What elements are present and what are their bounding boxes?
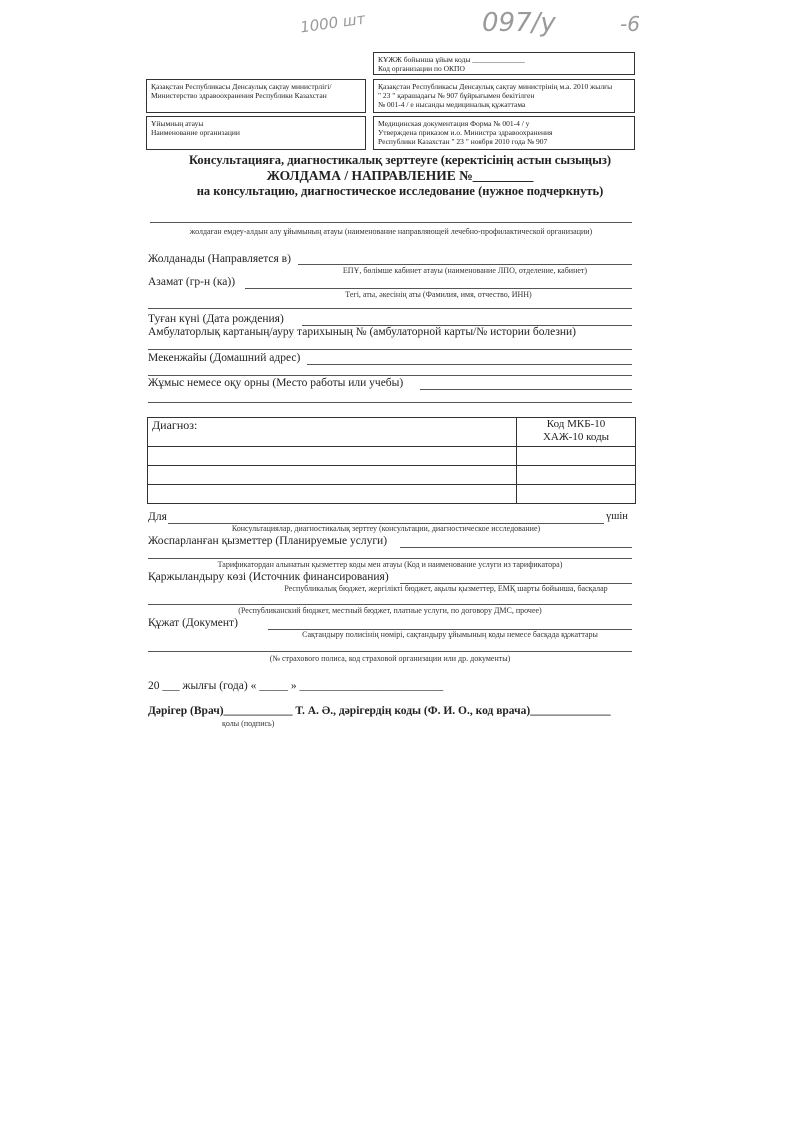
handwritten-form-number: 097/у <box>482 8 556 38</box>
issue-date[interactable]: 20 ___ жылғы (года) « _____ » _________________________ <box>148 680 444 692</box>
icd-code-header <box>517 418 636 447</box>
icd-code-line-1: Код МКБ-10 <box>546 418 606 430</box>
signature-caption: қолы (подпись) <box>222 719 275 728</box>
card-number-line[interactable] <box>148 349 632 350</box>
citizen-label: Азамат (гр-н (ка)) <box>148 276 236 288</box>
document-caption-kz: Сақтандыру полисінің нөмірі, сақтандыру ұйымының коды немесе басқада құжаттары <box>302 630 598 639</box>
address-line[interactable] <box>307 364 632 365</box>
form-line-3: Республики Казахстан " 23 " ноября 2010 года № 907 <box>378 137 548 146</box>
form-line-1: Медицинская документация Форма № 001-4 / у <box>378 119 530 128</box>
sender-caption: жолдаған емдеу-алдын алу ұйымының атауы (наименование направляющей лечебно-профилактической организации) <box>189 227 593 236</box>
form-line-2: Утверждена приказом и.о. Министра здравоохранения <box>378 128 553 137</box>
icd-code-input[interactable] <box>517 466 636 485</box>
funding-label: Қаржыландыру көзі (Источник финансирования) <box>148 571 389 583</box>
card-number-label: Амбулаторлық картаның/ауру тарихының № (амбулаторной карты/№ истории болезни) <box>148 326 577 338</box>
dob-label: Туған күні (Дата рождения) <box>148 313 284 325</box>
icd-code-input[interactable] <box>517 485 636 504</box>
okpo-line-kz: КҰЖЖ бойынша ұйым коды ______________ <box>378 55 525 64</box>
planned-services-line[interactable] <box>400 547 632 548</box>
planned-services-label: Жоспарланған қызметтер (Планируемые услуги) <box>148 535 388 547</box>
icd-code-line-2: ХАЖ-10 коды <box>542 431 610 443</box>
funding-extra-line[interactable] <box>148 604 632 605</box>
diagnosis-table <box>147 417 636 504</box>
form-info-box <box>373 116 635 150</box>
order-line-3: № 001-4 / е нысанды медициналық құжаттама <box>378 100 526 109</box>
address-label: Мекенжайы (Домашний адрес) <box>148 352 301 364</box>
organization-label-ru: Наименование организации <box>151 128 240 137</box>
handwritten-note-left: 1000 шт <box>299 9 367 37</box>
workplace-label: Жұмыс немесе оқу орны (Место работы или учебы) <box>148 377 404 389</box>
planned-services-caption: Тарификатордан алынатын қызметтер коды мен атауы (Код и наименование услуги из тарификатора) <box>217 560 563 569</box>
for-suffix: үшін <box>606 511 628 522</box>
citizen-caption: Тегі, аты, әкесінің аты (Фамилия, имя, отчество, ИНН) <box>345 290 532 299</box>
title-ru: на консультацию, диагностическое исследование (нужное подчеркнуть) <box>196 184 604 198</box>
diagnosis-row <box>148 485 636 504</box>
diagnosis-row <box>148 447 636 466</box>
title-kz: Консультацияға, диагностикалық зерттеуге (керектісінің астын сызыңыз) <box>188 153 612 167</box>
funding-caption-ru: (Республиканский бюджет, местный бюджет, платные услуги, по договору ДМС, прочее) <box>238 606 542 615</box>
okpo-code-box <box>373 52 635 75</box>
citizen-extra-line[interactable] <box>148 308 632 309</box>
diagnosis-input[interactable] <box>148 447 517 466</box>
diagnosis-input[interactable] <box>148 466 517 485</box>
order-approval-box <box>373 79 635 113</box>
funding-caption-kz: Республикалық бюджет, жергілікті бюджет, ақылы қызметтер, ЕМҚ шарты бойынша, басқалар <box>284 584 608 593</box>
diagnosis-cell[interactable] <box>148 418 517 447</box>
order-line-1: Қазақстан Республикасы Денсаулық сақтау министрінің м.а. 2010 жылғы <box>378 82 613 91</box>
document-label: Құжат (Документ) <box>148 617 238 629</box>
order-line-2: " 23 " қарашадағы № 907 бұйрығымен бекітілген <box>378 91 535 100</box>
sent-to-label: Жолданады (Направляется в) <box>148 253 291 265</box>
workplace-line[interactable] <box>420 389 632 390</box>
okpo-line-ru: Код организации по ОКПО <box>378 64 465 73</box>
document-extra-line[interactable] <box>148 651 632 652</box>
organization-label-kz: Ұйымның атауы <box>151 119 204 128</box>
planned-services-extra-line[interactable] <box>148 558 632 559</box>
citizen-line[interactable] <box>245 288 632 289</box>
ministry-text: Қазақстан Республикасы Денсаулық сақтау министрлігі/ Министерство здравоохранения Республики Казахстан <box>151 82 332 100</box>
doctor-signature-line[interactable]: Дәрігер (Врач)____________ Т. А. Ә., дәрігердің коды (Ф. И. О., код врача)______________ <box>148 705 611 717</box>
ministry-box <box>146 79 366 113</box>
diagnosis-input[interactable] <box>148 485 517 504</box>
title-main: ЖОЛДАМА / НАПРАВЛЕНИЕ №_________ <box>266 168 534 183</box>
sender-line[interactable] <box>150 222 632 223</box>
diagnosis-row <box>148 466 636 485</box>
handwritten-note-right: -6 <box>620 12 640 36</box>
sent-to-line[interactable] <box>298 264 632 265</box>
icd-code-input[interactable] <box>517 447 636 466</box>
diagnosis-label: Диагноз: <box>152 418 198 432</box>
document-caption-ru: (№ страхового полиса, код страховой организации или др. документы) <box>269 654 511 663</box>
address-extra-line[interactable] <box>148 375 632 376</box>
sent-to-caption: ЕПҰ, бөлімше кабинет атауы (наименование ЛПО, отделение, кабинет) <box>342 266 588 275</box>
for-label: Для <box>148 511 167 523</box>
for-caption: Консультациялар, диагностикалық зерттеу (консультации, диагностическое исследование) <box>231 524 541 533</box>
organization-box <box>146 116 366 150</box>
workplace-extra-line[interactable] <box>148 402 632 403</box>
